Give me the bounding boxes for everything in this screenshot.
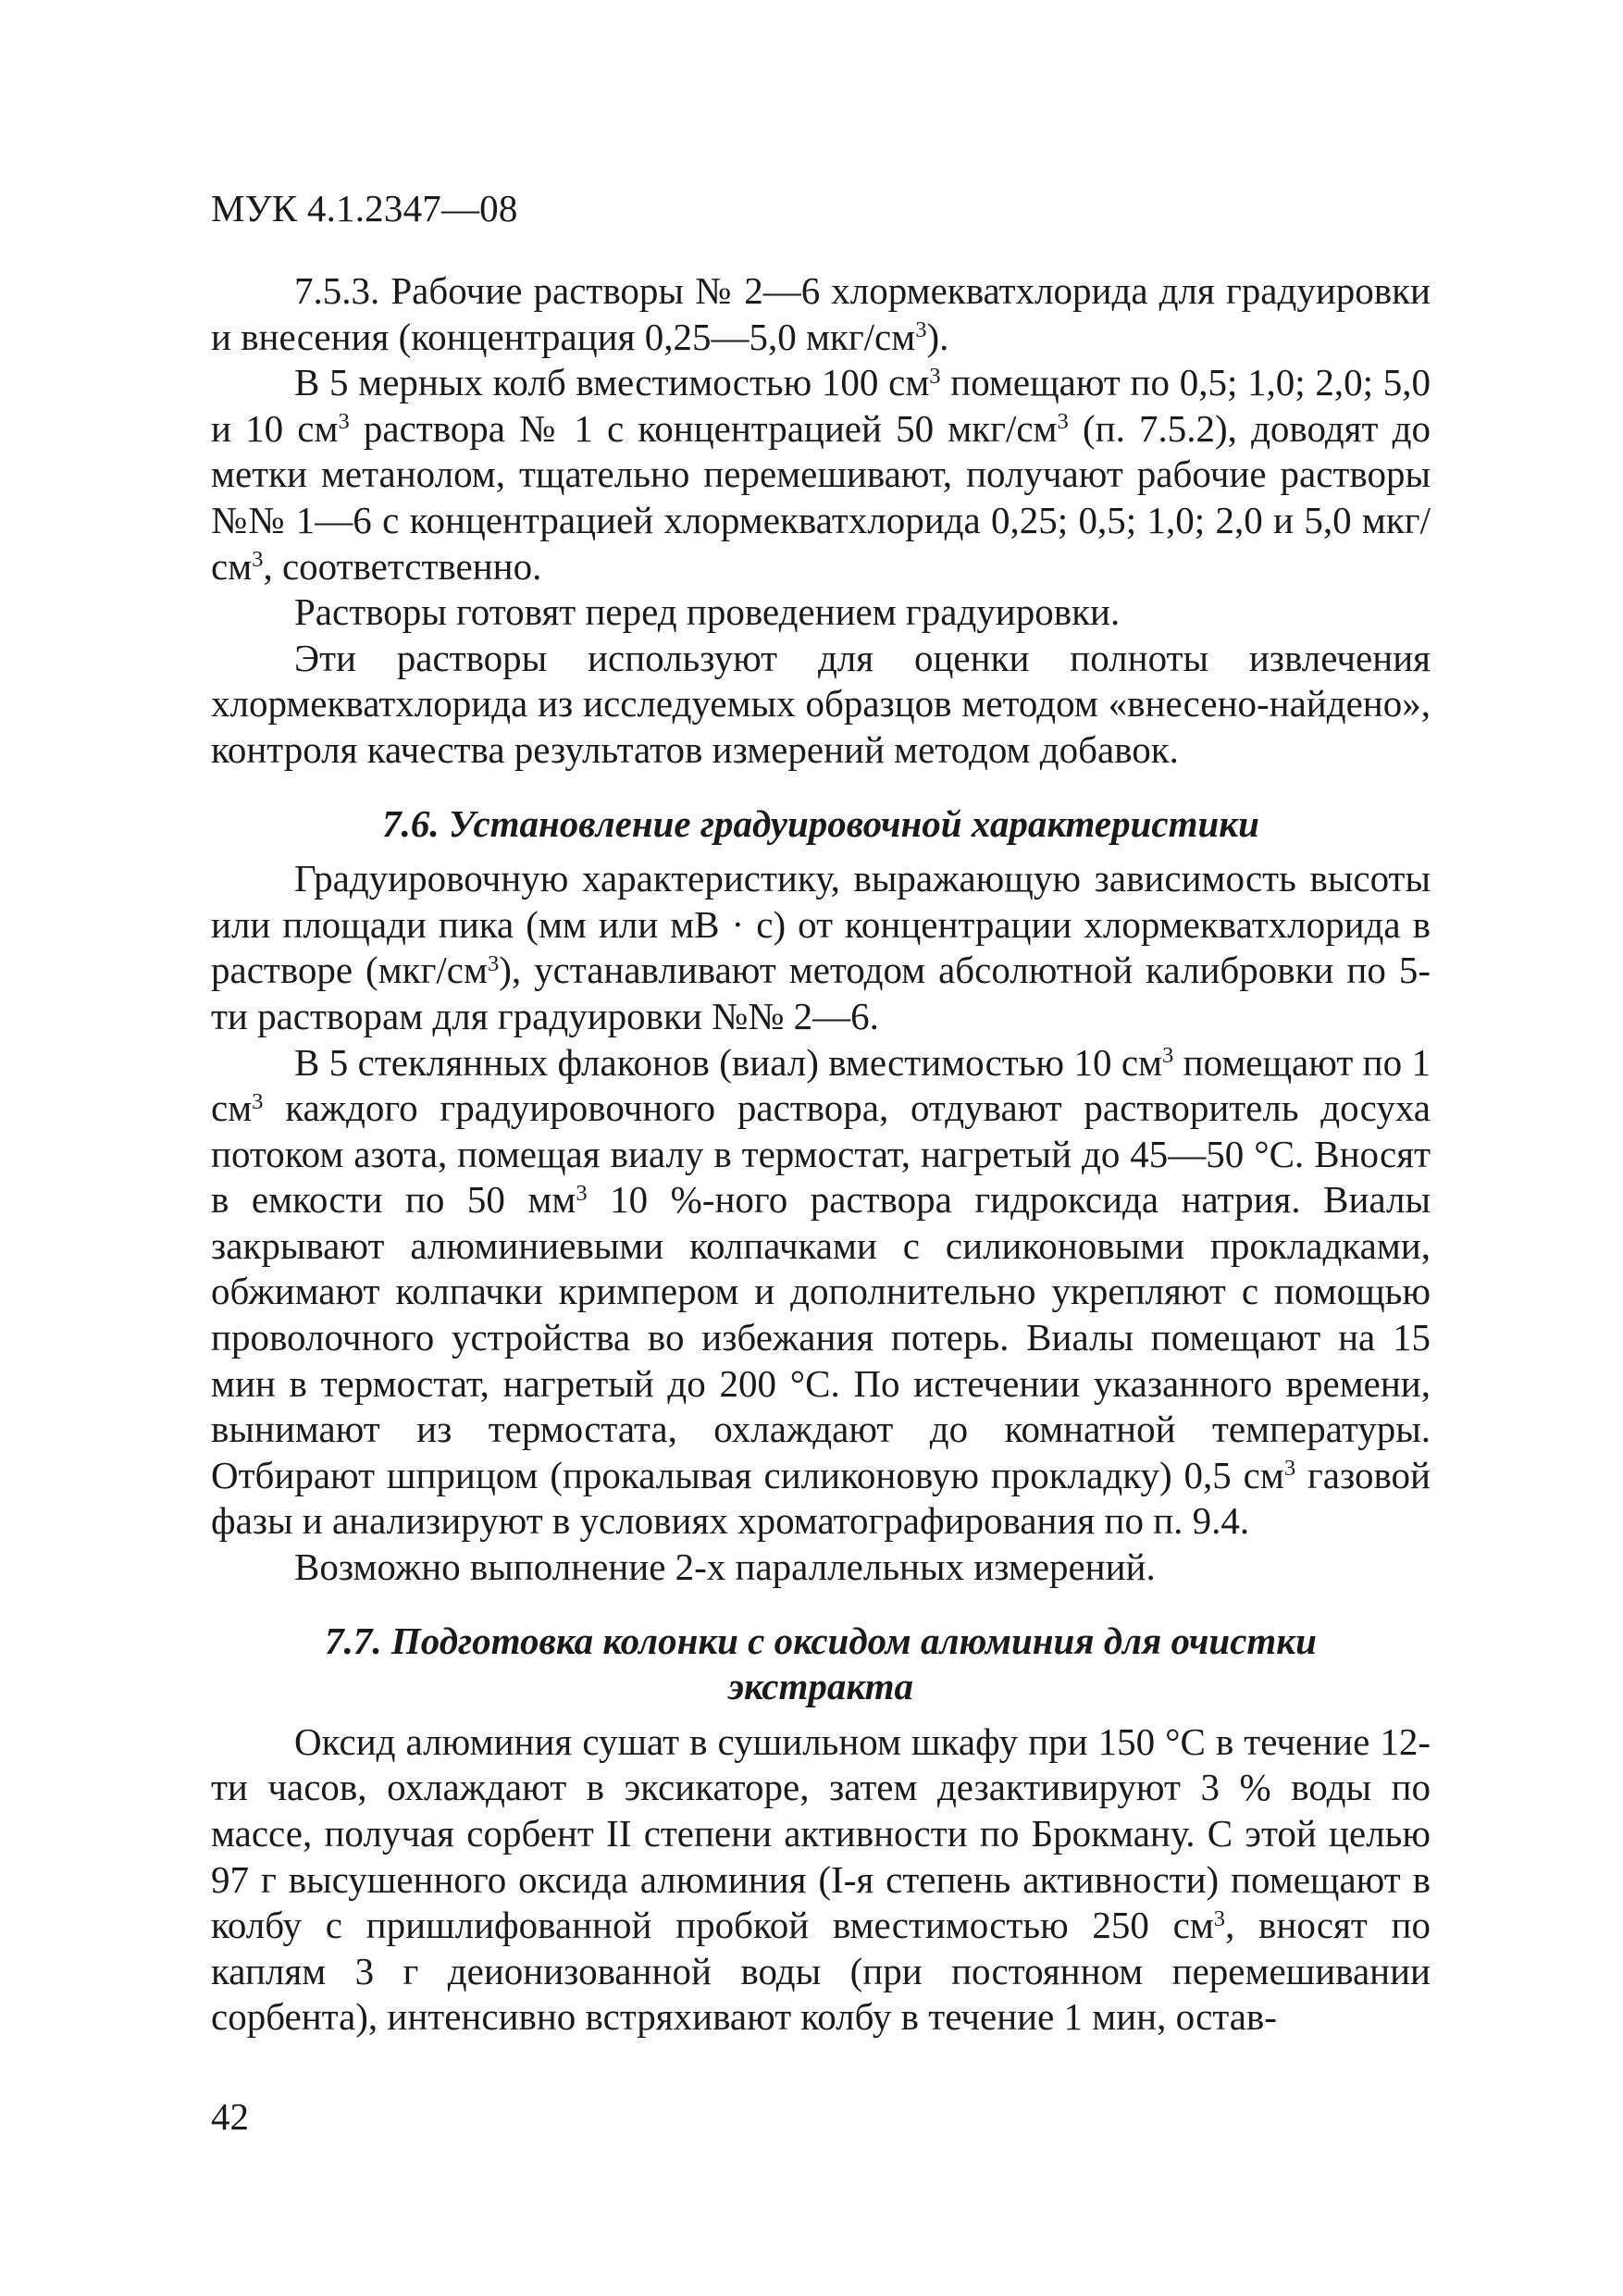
text-run: 10 %-ного раствора гидроксида натрия. Виалы закрывают алюминиевыми колпачками с силиконовыми прокладками, обжимают колпачки кримпером и дополнительно укрепляют с помощью проволочного устройства во избежания потерь. Виалы помещают на 15 мин в термостат, нагретый до 200 °С. По истечении указанного времени, вынимают из термостата, охлаждают до комнатной температуры. Отбирают шприцом (прокалывая силиконовую прокладку) 0,5 см xyxy=(211,1178,1431,1496)
superscript-3: 3 xyxy=(338,409,350,435)
section-heading-7-7 xyxy=(211,1619,1431,1710)
superscript-3: 3 xyxy=(1213,1905,1226,1931)
heading-line: 7.7. Подготовка колонки с оксидом алюминия для очистки xyxy=(325,1619,1317,1662)
text-run: каждого градуировочного раствора, отдувают растворитель досуха потоком азота, помещая виалу в термостат, нагретый до 45—50 °С. Вносят в емкости по 50 мм xyxy=(211,1086,1431,1222)
superscript-3: 3 xyxy=(252,547,264,573)
text-run: (п. 7.5.2), доводят до метки метанолом, тщательно перемешивают, получают рабочие растворы №№ 1—6 с концентрацией хлормекватхлорида 0,25; 0,5; 1,0; 2,0 и 5,0 мкг/см xyxy=(211,406,1431,588)
superscript-3: 3 xyxy=(487,950,500,976)
section-heading-7-6: 7.6. Установление градуировочной характеристики xyxy=(382,801,1259,845)
text-run: Градуировочную характеристику, выражающую зависимость высоты или площади пика (мм или мВ · с) от концентрации хлормекватхлорида в растворе (мкг/см xyxy=(211,857,1431,992)
superscript-3: 3 xyxy=(576,1180,588,1206)
superscript-3: 3 xyxy=(1057,409,1069,435)
body-text xyxy=(211,268,1431,2041)
superscript-3: 3 xyxy=(252,1088,264,1114)
paragraph-7-6-parallel: Возможно выполнение 2-х параллельных измерений. xyxy=(294,1545,1156,1589)
text-run: , вносят по каплям 3 г деионизованной воды (при постоянном перемешивании сорбента), интенсивно встряхивают колбу в течение 1 мин, остав- xyxy=(211,1904,1431,2039)
text-run: помещают по 1 см xyxy=(211,1040,1431,1130)
text-run: 7.5.3. Рабочие растворы № 2—6 хлормекватхлорида для градуировки и внесения (концентрация 0,25—5,0 мкг/см xyxy=(211,269,1431,358)
text-run: помещают по 0,5; 1,0; 2,0; 5,0 и 10 см xyxy=(211,361,1431,450)
text-run: Оксид алюминия сушат в сушильном шкафу при 150 °С в течение 12-ти часов, охлаждают в эксикаторе, затем дезактивируют 3 % воды по массе, получая сорбент II степени активности по Брокману. С этой целью 97 г высушенного оксида алюминия (I-я степень активности) помещают в колбу с пришлифованной пробкой вместимостью 250 см xyxy=(211,1719,1431,1947)
text-run: ), устанавливают методом абсолютной калибровки по 5-ти растворам для градуировки №№ 2—6. xyxy=(211,949,1431,1037)
paragraph-7-7-procedure xyxy=(211,1719,1431,2041)
text-run: ). xyxy=(926,315,949,358)
page-number: 42 xyxy=(211,2095,249,2138)
heading-line: экстракта xyxy=(728,1665,913,1708)
paragraph-7-6-procedure xyxy=(211,1040,1431,1545)
text-run: В 5 стеклянных флаконов (виал) вместимостью 10 см xyxy=(294,1040,1162,1084)
paragraph-7-5-3-title xyxy=(211,268,1431,360)
running-header-title: МУК 4.1.2347—08 xyxy=(211,187,518,230)
paragraph-7-6-calibration xyxy=(211,856,1431,1039)
superscript-3: 3 xyxy=(929,363,941,389)
paragraph-7-5-3-usage: Эти растворы используют для оценки полноты извлечения хлормекватхлорида из исследуемых образцов методом «внесено-найдено», контроля качества результатов измерений методом добавок. xyxy=(211,636,1431,771)
text-run: В 5 мерных колб вместимостью 100 см xyxy=(294,361,930,404)
superscript-3: 3 xyxy=(915,317,927,343)
text-run: , соответственно. xyxy=(263,544,542,588)
paragraph-7-5-3-prepare: Растворы готовят перед проведением градуировки. xyxy=(294,590,1121,634)
text-run: газовой фазы и анализируют в условиях хроматографирования по п. 9.4. xyxy=(211,1453,1431,1543)
superscript-3: 3 xyxy=(1161,1042,1174,1068)
text-run: раствора № 1 с концентрацией 50 мкг/см xyxy=(349,406,1058,450)
paragraph-7-5-3-procedure xyxy=(211,360,1431,590)
superscript-3: 3 xyxy=(1283,1456,1296,1482)
